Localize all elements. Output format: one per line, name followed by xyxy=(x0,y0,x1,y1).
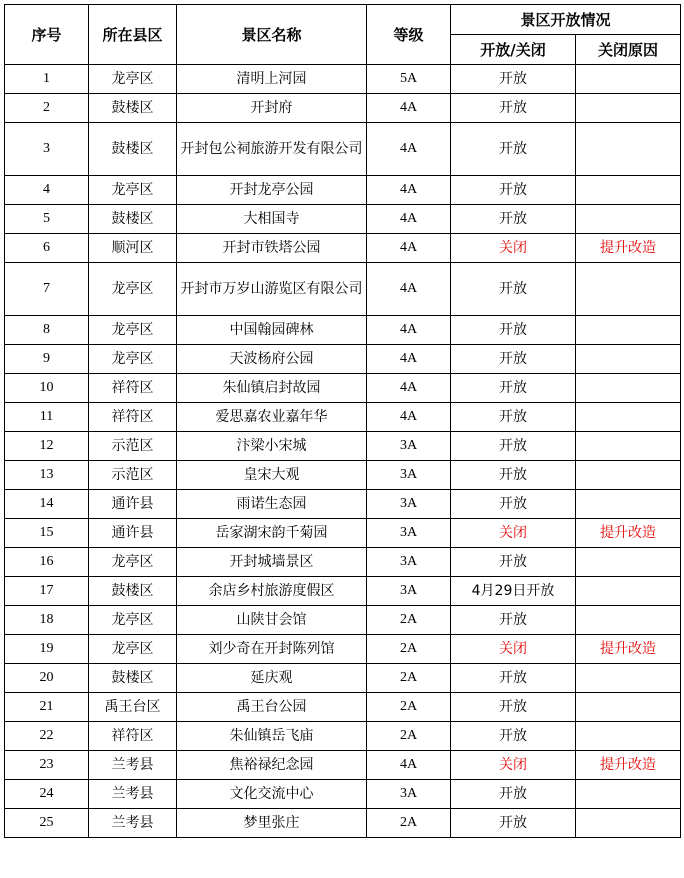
cell-scenic-name: 开封龙亭公园 xyxy=(177,176,367,205)
cell-county: 龙亭区 xyxy=(89,263,177,316)
cell-close-reason xyxy=(576,461,681,490)
cell-close-reason xyxy=(576,205,681,234)
cell-grade: 4A xyxy=(367,751,451,780)
cell-scenic-name: 焦裕禄纪念园 xyxy=(177,751,367,780)
cell-index: 11 xyxy=(5,403,89,432)
cell-county: 龙亭区 xyxy=(89,606,177,635)
cell-county: 示范区 xyxy=(89,461,177,490)
cell-open-status: 开放 xyxy=(451,205,576,234)
header-row-1 xyxy=(5,5,681,35)
cell-index: 14 xyxy=(5,490,89,519)
table-row xyxy=(5,577,681,606)
cell-index: 21 xyxy=(5,693,89,722)
cell-open-status: 开放 xyxy=(451,176,576,205)
cell-open-status: 开放 xyxy=(451,490,576,519)
cell-open-status: 开放 xyxy=(451,316,576,345)
cell-grade: 2A xyxy=(367,809,451,838)
cell-open-status: 开放 xyxy=(451,664,576,693)
cell-county: 兰考县 xyxy=(89,809,177,838)
table-row xyxy=(5,548,681,577)
cell-open-status: 开放 xyxy=(451,809,576,838)
cell-county: 祥符区 xyxy=(89,374,177,403)
table-body xyxy=(5,65,681,838)
cell-index: 8 xyxy=(5,316,89,345)
cell-scenic-name: 余店乡村旅游度假区 xyxy=(177,577,367,606)
cell-county: 龙亭区 xyxy=(89,176,177,205)
cell-county: 通许县 xyxy=(89,490,177,519)
cell-close-reason xyxy=(576,432,681,461)
cell-close-reason xyxy=(576,490,681,519)
cell-scenic-name: 皇宋大观 xyxy=(177,461,367,490)
cell-index: 4 xyxy=(5,176,89,205)
cell-open-status: 开放 xyxy=(451,65,576,94)
cell-close-reason xyxy=(576,693,681,722)
header-status-group: 景区开放情况 xyxy=(451,5,681,35)
cell-scenic-name: 开封市铁塔公园 xyxy=(177,234,367,263)
table-row xyxy=(5,519,681,548)
cell-grade: 2A xyxy=(367,606,451,635)
table-row xyxy=(5,490,681,519)
cell-scenic-name: 清明上河园 xyxy=(177,65,367,94)
cell-scenic-name: 汴梁小宋城 xyxy=(177,432,367,461)
cell-close-reason xyxy=(576,263,681,316)
cell-grade: 3A xyxy=(367,490,451,519)
table-row xyxy=(5,780,681,809)
cell-index: 23 xyxy=(5,751,89,780)
table-row xyxy=(5,123,681,176)
scenic-area-status-table xyxy=(4,4,681,838)
cell-open-status: 开放 xyxy=(451,403,576,432)
cell-index: 1 xyxy=(5,65,89,94)
cell-open-status: 开放 xyxy=(451,374,576,403)
cell-index: 17 xyxy=(5,577,89,606)
cell-grade: 3A xyxy=(367,780,451,809)
header-county: 所在县区 xyxy=(89,5,177,65)
cell-close-reason: 提升改造 xyxy=(576,751,681,780)
cell-open-status: 关闭 xyxy=(451,751,576,780)
cell-open-status: 开放 xyxy=(451,722,576,751)
cell-scenic-name: 开封府 xyxy=(177,94,367,123)
cell-county: 祥符区 xyxy=(89,722,177,751)
cell-county: 鼓楼区 xyxy=(89,94,177,123)
cell-scenic-name: 延庆观 xyxy=(177,664,367,693)
cell-grade: 4A xyxy=(367,234,451,263)
cell-scenic-name: 开封城墙景区 xyxy=(177,548,367,577)
cell-close-reason xyxy=(576,316,681,345)
cell-close-reason xyxy=(576,809,681,838)
cell-grade: 2A xyxy=(367,664,451,693)
cell-index: 12 xyxy=(5,432,89,461)
cell-grade: 3A xyxy=(367,548,451,577)
cell-county: 鼓楼区 xyxy=(89,123,177,176)
table-row xyxy=(5,722,681,751)
cell-open-status: 开放 xyxy=(451,263,576,316)
cell-close-reason xyxy=(576,577,681,606)
cell-grade: 2A xyxy=(367,635,451,664)
cell-scenic-name: 开封市万岁山游览区有限公司 xyxy=(177,263,367,316)
table-row xyxy=(5,374,681,403)
cell-scenic-name: 朱仙镇启封故园 xyxy=(177,374,367,403)
cell-close-reason: 提升改造 xyxy=(576,234,681,263)
table-row xyxy=(5,65,681,94)
header-close-reason: 关闭原因 xyxy=(576,35,681,65)
cell-index: 22 xyxy=(5,722,89,751)
cell-index: 3 xyxy=(5,123,89,176)
cell-grade: 3A xyxy=(367,577,451,606)
cell-county: 龙亭区 xyxy=(89,345,177,374)
cell-grade: 4A xyxy=(367,374,451,403)
cell-grade: 4A xyxy=(367,345,451,374)
cell-scenic-name: 岳家湖宋韵千菊园 xyxy=(177,519,367,548)
cell-open-status: 关闭 xyxy=(451,519,576,548)
cell-county: 龙亭区 xyxy=(89,635,177,664)
table-row xyxy=(5,693,681,722)
cell-index: 24 xyxy=(5,780,89,809)
cell-close-reason xyxy=(576,94,681,123)
cell-grade: 3A xyxy=(367,519,451,548)
cell-grade: 2A xyxy=(367,722,451,751)
cell-index: 18 xyxy=(5,606,89,635)
header-open-close: 开放/关闭 xyxy=(451,35,576,65)
cell-close-reason xyxy=(576,345,681,374)
cell-close-reason xyxy=(576,548,681,577)
cell-close-reason: 提升改造 xyxy=(576,635,681,664)
cell-open-status: 关闭 xyxy=(451,234,576,263)
table-row xyxy=(5,751,681,780)
cell-open-status: 开放 xyxy=(451,94,576,123)
cell-open-status: 开放 xyxy=(451,432,576,461)
cell-index: 10 xyxy=(5,374,89,403)
cell-close-reason xyxy=(576,176,681,205)
cell-index: 25 xyxy=(5,809,89,838)
cell-scenic-name: 中国翰园碑林 xyxy=(177,316,367,345)
cell-close-reason xyxy=(576,123,681,176)
cell-grade: 4A xyxy=(367,205,451,234)
cell-open-status: 开放 xyxy=(451,123,576,176)
table-row xyxy=(5,316,681,345)
cell-open-status: 4月29日开放 xyxy=(451,577,576,606)
cell-county: 龙亭区 xyxy=(89,65,177,94)
cell-close-reason: 提升改造 xyxy=(576,519,681,548)
cell-grade: 4A xyxy=(367,316,451,345)
table-row xyxy=(5,664,681,693)
cell-open-status: 关闭 xyxy=(451,635,576,664)
cell-county: 祥符区 xyxy=(89,403,177,432)
cell-open-status: 开放 xyxy=(451,780,576,809)
cell-grade: 2A xyxy=(367,693,451,722)
cell-index: 7 xyxy=(5,263,89,316)
cell-index: 16 xyxy=(5,548,89,577)
cell-grade: 4A xyxy=(367,263,451,316)
cell-scenic-name: 大相国寺 xyxy=(177,205,367,234)
cell-scenic-name: 开封包公祠旅游开发有限公司 xyxy=(177,123,367,176)
cell-grade: 4A xyxy=(367,176,451,205)
cell-index: 15 xyxy=(5,519,89,548)
cell-open-status: 开放 xyxy=(451,693,576,722)
header-index: 序号 xyxy=(5,5,89,65)
cell-grade: 4A xyxy=(367,123,451,176)
cell-county: 鼓楼区 xyxy=(89,664,177,693)
cell-open-status: 开放 xyxy=(451,345,576,374)
cell-scenic-name: 禹王台公园 xyxy=(177,693,367,722)
cell-county: 示范区 xyxy=(89,432,177,461)
table-row xyxy=(5,176,681,205)
cell-grade: 3A xyxy=(367,461,451,490)
table-row xyxy=(5,461,681,490)
table-row xyxy=(5,263,681,316)
table-row xyxy=(5,94,681,123)
table-row xyxy=(5,432,681,461)
cell-scenic-name: 朱仙镇岳飞庙 xyxy=(177,722,367,751)
cell-county: 顺河区 xyxy=(89,234,177,263)
cell-open-status: 开放 xyxy=(451,461,576,490)
cell-grade: 4A xyxy=(367,94,451,123)
cell-close-reason xyxy=(576,606,681,635)
cell-close-reason xyxy=(576,403,681,432)
table-row xyxy=(5,403,681,432)
cell-index: 13 xyxy=(5,461,89,490)
cell-scenic-name: 梦里张庄 xyxy=(177,809,367,838)
cell-scenic-name: 文化交流中心 xyxy=(177,780,367,809)
cell-scenic-name: 山陕甘会馆 xyxy=(177,606,367,635)
cell-open-status: 开放 xyxy=(451,548,576,577)
cell-close-reason xyxy=(576,374,681,403)
header-grade: 等级 xyxy=(367,5,451,65)
cell-county: 龙亭区 xyxy=(89,548,177,577)
cell-county: 禹王台区 xyxy=(89,693,177,722)
cell-index: 20 xyxy=(5,664,89,693)
table-row xyxy=(5,234,681,263)
cell-close-reason xyxy=(576,664,681,693)
cell-grade: 3A xyxy=(367,432,451,461)
cell-index: 19 xyxy=(5,635,89,664)
header-scenic-name: 景区名称 xyxy=(177,5,367,65)
cell-county: 鼓楼区 xyxy=(89,577,177,606)
cell-county: 兰考县 xyxy=(89,751,177,780)
cell-scenic-name: 雨诺生态园 xyxy=(177,490,367,519)
table-row xyxy=(5,205,681,234)
cell-close-reason xyxy=(576,722,681,751)
table-row xyxy=(5,635,681,664)
table-row xyxy=(5,606,681,635)
cell-open-status: 开放 xyxy=(451,606,576,635)
table-row xyxy=(5,345,681,374)
cell-county: 兰考县 xyxy=(89,780,177,809)
cell-scenic-name: 刘少奇在开封陈列馆 xyxy=(177,635,367,664)
cell-grade: 5A xyxy=(367,65,451,94)
cell-scenic-name: 爱思嘉农业嘉年华 xyxy=(177,403,367,432)
cell-index: 5 xyxy=(5,205,89,234)
cell-index: 2 xyxy=(5,94,89,123)
cell-index: 9 xyxy=(5,345,89,374)
cell-grade: 4A xyxy=(367,403,451,432)
cell-close-reason xyxy=(576,780,681,809)
cell-county: 通许县 xyxy=(89,519,177,548)
cell-county: 龙亭区 xyxy=(89,316,177,345)
cell-index: 6 xyxy=(5,234,89,263)
cell-county: 鼓楼区 xyxy=(89,205,177,234)
cell-scenic-name: 天波杨府公园 xyxy=(177,345,367,374)
cell-close-reason xyxy=(576,65,681,94)
scenic-area-table-container xyxy=(4,4,681,838)
table-row xyxy=(5,809,681,838)
